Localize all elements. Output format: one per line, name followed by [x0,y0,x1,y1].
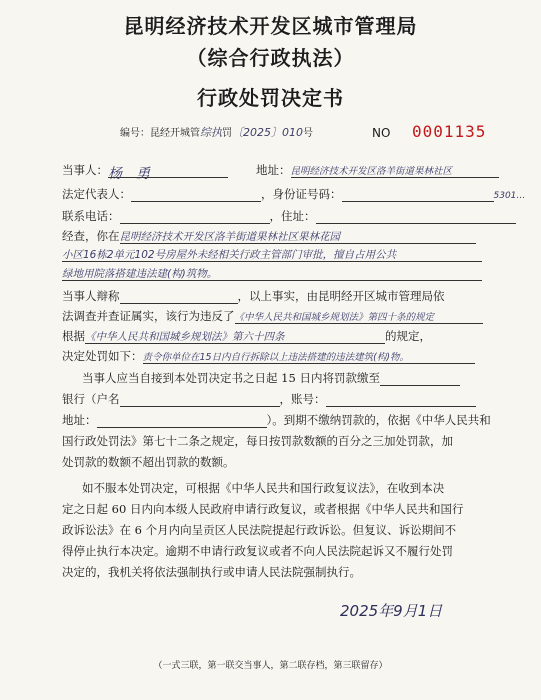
document-number: 编号：昆经开城管综执罚〔2025〕010号 [120,126,313,139]
appeal-line-3: 政诉讼法》在 6 个月内向呈贡区人民法院提起行政诉讼。但复议、诉讼期间不 [62,523,457,537]
account-name-field [120,392,280,407]
phone-row: 联系电话： ，住址： [62,208,516,224]
serial-label: NO [372,126,391,140]
decision-line-4: 决定处罚如下：责令你单位在15日内自行拆除以上违法搭建的违法建筑(构)物。 [62,348,475,364]
agency-title: 昆明经济技术开发区城市管理局 [123,14,418,38]
finding-line-1: 经查，你在昆明经济技术开发区洛羊街道果林社区果林花园 [62,228,476,244]
payee-field [380,371,460,386]
fine-line-4: 国行政处罚法》第七十二条之规定，每日按罚款数额的百分之三加处罚款，加 [62,434,453,448]
legal-rep-field [131,187,261,202]
account-number-field [326,392,476,407]
finding-line-2: 小区16栋2单元102号房屋外未经相关行政主管部门审批，擅自占用公共 [62,247,482,262]
appeal-line-2: 定之日起 60 日内向本级人民政府申请行政复议，或者根据《中华人民共和国行 [62,502,464,516]
address-field: 昆明经济技术开发区洛羊街道果林社区 [291,163,499,178]
fine-line-1: 当事人应当自接到本处罚决定书之日起 15 日内将罚款缴至 [82,370,460,386]
phone-field [120,209,270,224]
copies-note: （一式三联，第一联交当事人，第二联存档，第三联留存） [153,661,388,671]
number-handwritten-word: 综执 [200,126,222,139]
fine-line-2: 银行（户名 ，账号： [62,391,476,407]
decision-line-1: 当事人辩称 ，以上事实，由昆明经开区城市管理局依 [62,289,445,303]
fine-line-5: 处罚款的数额不超出罚款的数额。 [62,455,235,469]
legal-rep-row: 法定代表人： ，身份证号码： 5301… [62,187,526,201]
decision-line-2: 法调查并查证属实，该行为违反了《中华人民共和国城乡规划法》第四十条的规定 [62,308,483,324]
appeal-line-4: 得停止执行本决定。逾期不申请行政复议或者不向人民法院起诉又不履行处罚 [62,544,453,558]
fine-line-3: 地址： ）。到期不缴纳罚款的，依据《中华人民共和 [62,413,491,427]
party-name-field: 杨 勇 [108,163,228,178]
id-number-field [342,187,494,202]
home-address-field [316,209,516,224]
agency-subtitle: （综合行政执法） [186,46,355,70]
serial-number: 0001135 [412,122,487,141]
appeal-line-5: 决定的，我机关将依法强制执行或申请人民法院强制执行。 [62,565,361,579]
defense-field [120,289,238,304]
document-title: 行政处罚决定书 [197,86,344,110]
bank-address-field [97,413,267,428]
party-row: 当事人：杨 勇 地址：昆明经济技术开发区洛羊街道果林社区 [62,162,499,178]
appeal-line-1: 如不服本处罚决定，可根据《中华人民共和国行政复议法》，在收到本决 [82,481,445,495]
decision-line-3: 根据《中华人民共和国城乡规划法》第六十四条 的规定， [62,329,431,343]
signature-date: 2025年9月1日 [340,602,443,620]
finding-line-3: 绿地用院落搭建违法建(构)筑物。 [62,266,482,281]
number-handwritten-year: 〔2025〕010 [232,126,303,139]
